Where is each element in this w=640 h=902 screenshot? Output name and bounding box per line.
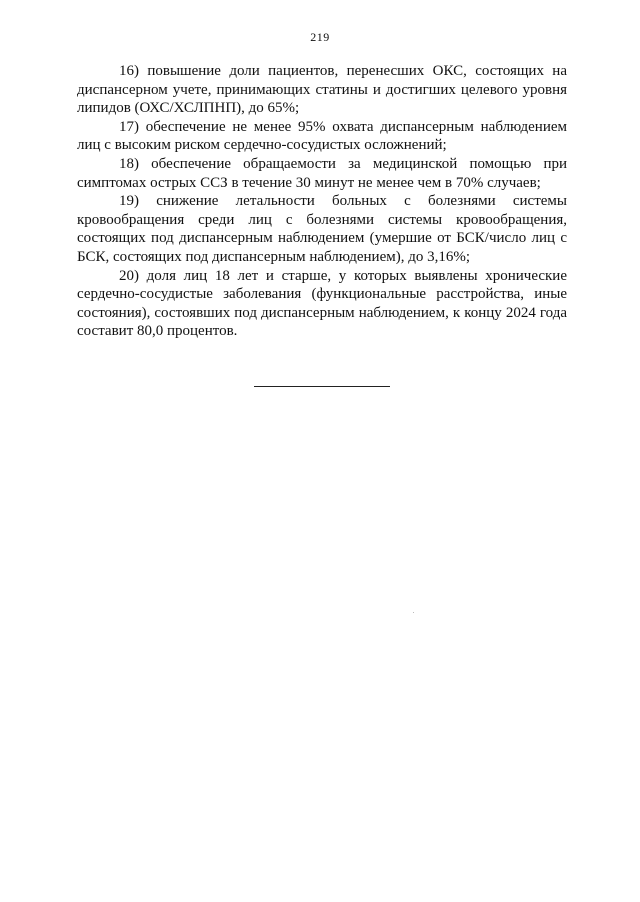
page-number: 219 <box>310 30 330 44</box>
document-body <box>77 62 567 341</box>
list-item-20: 20) доля лиц 18 лет и старше, у которых выявлены хронические сердечно-сосудистые заболевания (функциональные расстройства, иные состояния), состоявших под диспансерным наблюдением, к концу 2024 года составит 80,0 процентов. <box>77 267 567 340</box>
list-item-16: 16) повышение доли пациентов, перенесших ОКС, состоящих на диспансерном учете, принимающих статины и достигших целевого уровня липидов (ОХС/ХСЛПНП), до 65%; <box>77 63 567 117</box>
list-item-18: 18) обеспечение обращаемости за медицинской помощью при симптомах острых ССЗ в течение 30 минут не менее чем в 70% случаев; <box>77 155 567 191</box>
end-divider-line <box>254 386 390 387</box>
list-item-19: 19) снижение летальности больных с болезнями системы кровообращения среди лиц с болезнями системы кровообращения, состоящих под диспансерным наблюдением (умершие от БСК/число лиц с БСК, состоящих под диспансерным наблюдением), до 3,16%; <box>77 193 567 265</box>
scan-speck <box>413 612 414 613</box>
list-item-17: 17) обеспечение не менее 95% охвата диспансерным наблюдением лиц с высоким риском сердечно-сосудистых осложнений; <box>77 118 567 154</box>
